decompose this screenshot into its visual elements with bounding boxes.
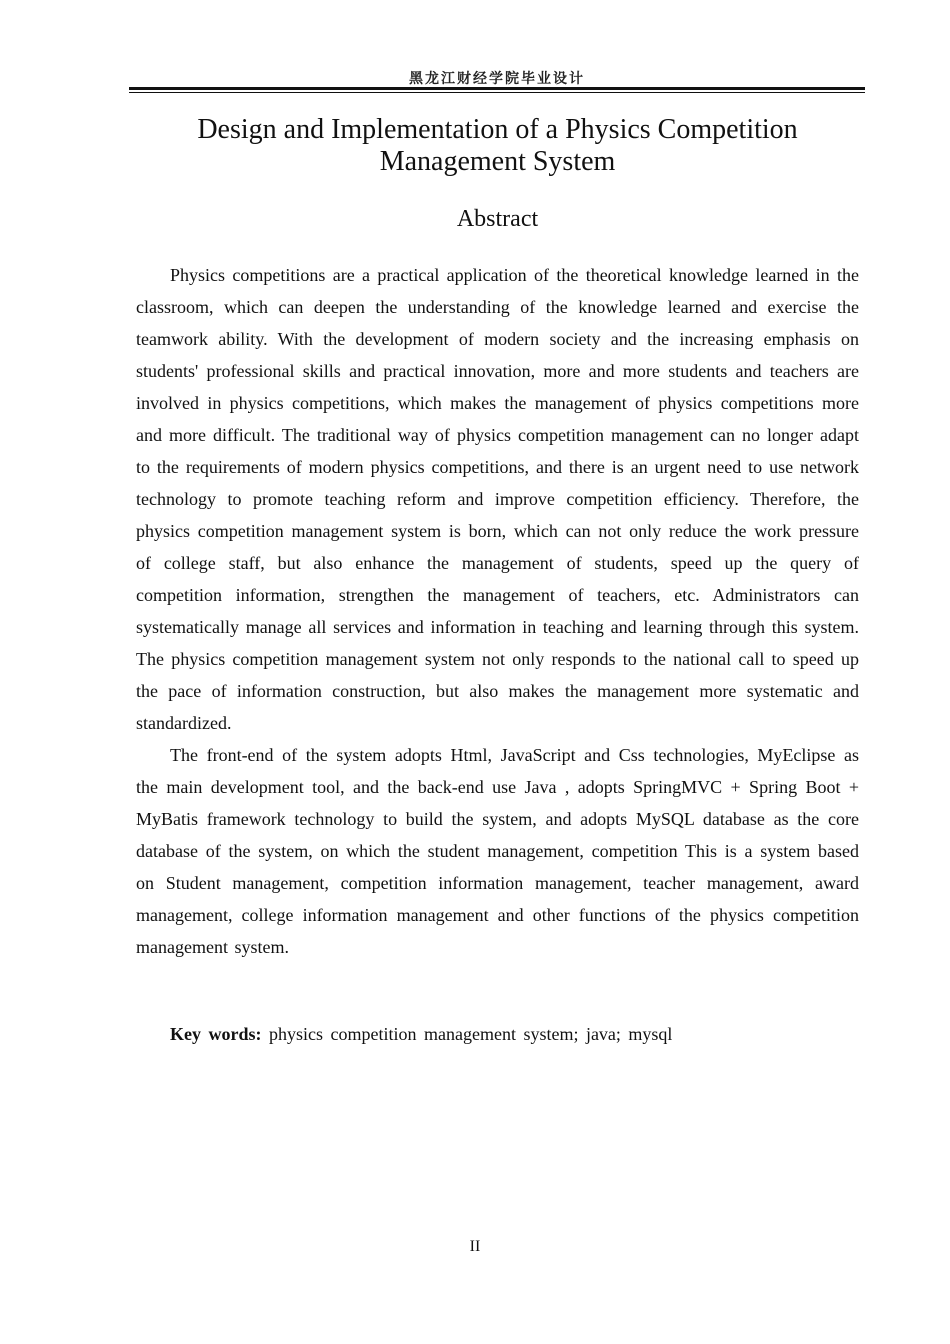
abstract-paragraph-2: The front-end of the system adopts Html, JavaScript and Css technologies, MyEclipse as the main development tool, and the back-end use Java , adopts SpringMVC + Spring Boot + MyBatis framework technology to build the system, and adopts MySQL database as the core database of the system, on which the student management, competition This is a system based on Student management, competition information management, teacher management, award management, college information management and other functions of the physics competition management system. bbox=[136, 745, 859, 957]
abstract-paragraph-1: Physics competitions are a practical application of the theoretical knowledge learned in the classroom, which can deepen the understanding of the knowledge learned and exercise the teamwork ability. With the development of modern society and the increasing emphasis on students' professional skills and practical innovation, more and more students and teachers are involved in physics competitions, which makes the management of physics competitions more and more difficult. The traditional way of physics competition management can no longer adapt to the requirements of modern physics competitions, and there is an urgent need to use network technology to promote teaching reform and improve competition efficiency. Therefore, the physics competition management system is born, which can not only reduce the work pressure of college staff, but also enhance the management of students, speed up the query of competition information, strengthen the management of teachers, etc. Administrators can systematically manage all services and information in teaching and learning through this system. The physics competition management system not only responds to the national call to speed up the pace of information construction, but also makes the management more systematic and standardized. bbox=[136, 265, 859, 733]
header-title: 黑龙江财经学院毕业设计 bbox=[409, 71, 585, 87]
page-number: II bbox=[469, 1238, 481, 1255]
header-rule-thin bbox=[129, 92, 865, 93]
abstract-heading: Abstract bbox=[456, 206, 539, 232]
header-rule-thick bbox=[129, 87, 865, 90]
keywords-label: Key words: bbox=[170, 1024, 262, 1044]
abstract-body bbox=[136, 259, 859, 963]
page-header bbox=[129, 68, 865, 94]
keywords-value: physics competition management system; java; mysql bbox=[269, 1024, 673, 1044]
keywords-line bbox=[170, 1018, 672, 1050]
document-title: Design and Implementation of a Physics Competition Management System bbox=[197, 114, 798, 177]
